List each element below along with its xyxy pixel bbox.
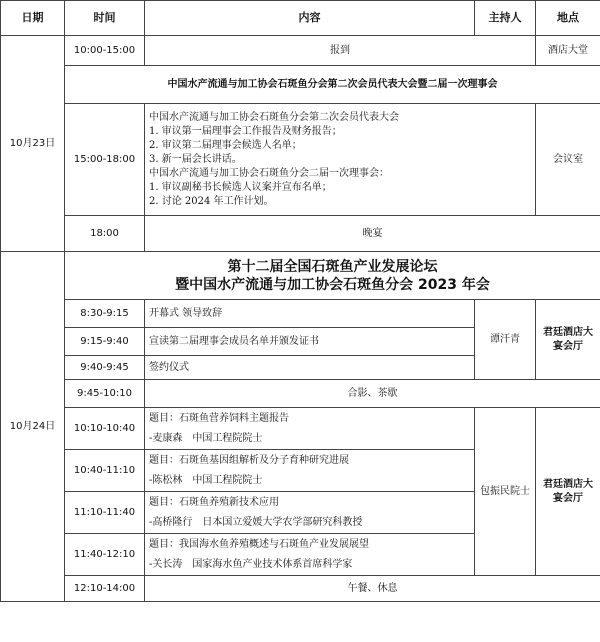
talk-topic: 题目：石斑鱼养殖新技术应用 xyxy=(149,496,279,508)
agenda-line: 2. 审议第二届理事会候选人名单； xyxy=(149,139,302,151)
content-cell: 合影、茶歇 xyxy=(145,380,600,408)
talk-topic: 题目：石斑鱼营养饲料主题报告 xyxy=(149,412,289,424)
content-cell: 签约仪式 xyxy=(145,356,475,380)
date-cell-day1: 10月23日 xyxy=(1,36,65,252)
table-row xyxy=(1,300,600,328)
talk-speaker: -高桥隆行 日本国立爱媛大学农学部研究科教授 xyxy=(149,516,363,528)
talk-topic: 题目：我国海水鱼养殖概述与石斑鱼产业发展展望 xyxy=(149,538,369,550)
talk-cell xyxy=(145,492,475,534)
time-cell: 12:10-14:00 xyxy=(65,576,145,602)
talk-cell xyxy=(145,450,475,492)
time-cell: 8:30-9:15 xyxy=(65,300,145,328)
time-cell: 18:00 xyxy=(65,216,145,252)
time-cell: 11:10-11:40 xyxy=(65,492,145,534)
header-place: 地点 xyxy=(536,1,600,36)
content-cell: 晚宴 xyxy=(145,216,600,252)
table-row xyxy=(1,576,600,602)
agenda-line: 1. 审议副秘书长候选人议案并宣布名单； xyxy=(149,181,332,193)
time-cell: 9:45-10:10 xyxy=(65,380,145,408)
header-content: 内容 xyxy=(145,1,475,36)
host-cell: 包振民院士 xyxy=(475,408,536,576)
table-row xyxy=(1,104,600,216)
time-cell: 10:40-11:10 xyxy=(65,450,145,492)
agenda-line: 1. 审议第一届理事会工作报告及财务报告； xyxy=(149,125,342,137)
content-cell: 报到 xyxy=(145,36,536,66)
forum-banner xyxy=(65,252,600,300)
content-cell: 宣读第二届理事会成员名单并颁发证书 xyxy=(145,328,475,356)
date-cell-day2: 10月24日 xyxy=(1,252,65,602)
talk-cell xyxy=(145,534,475,576)
meeting-agenda xyxy=(145,104,536,216)
time-cell: 10:00-15:00 xyxy=(65,36,145,66)
time-cell: 11:40-12:10 xyxy=(65,534,145,576)
talk-speaker: -关长涛 国家海水鱼产业技术体系首席科学家 xyxy=(149,558,353,570)
agenda-line: 2. 讨论 2024 年工作计划。 xyxy=(149,195,274,207)
host-cell: 谭汗青 xyxy=(475,300,536,380)
time-cell: 10:10-10:40 xyxy=(65,408,145,450)
place-cell: 酒店大堂 xyxy=(536,36,600,66)
talk-speaker: -麦康森 中国工程院院士 xyxy=(149,432,263,444)
place-cell: 会议室 xyxy=(536,104,600,216)
table-row xyxy=(1,66,600,104)
table-row xyxy=(1,252,600,300)
time-cell: 9:40-9:45 xyxy=(65,356,145,380)
content-cell: 午餐、休息 xyxy=(145,576,600,602)
forum-subtitle: 暨中国水产流通与加工协会石斑鱼分会 2023 年会 xyxy=(175,276,490,293)
header-date: 日期 xyxy=(1,1,65,36)
header-host: 主持人 xyxy=(475,1,536,36)
table-row xyxy=(1,408,600,450)
agenda-line: 中国水产流通与加工协会石斑鱼分会第二次会员代表大会 xyxy=(149,111,399,123)
table-row xyxy=(1,216,600,252)
place-cell: 君廷酒店大宴会厅 xyxy=(536,408,600,576)
table-row xyxy=(1,380,600,408)
talk-topic: 题目：石斑鱼基因组解析及分子育种研究进展 xyxy=(149,454,349,466)
time-cell: 15:00-18:00 xyxy=(65,104,145,216)
forum-title: 第十二届全国石斑鱼产业发展论坛 xyxy=(227,258,438,275)
agenda-line: 中国水产流通与加工协会石斑鱼分会二届一次理事会： xyxy=(149,167,389,179)
talk-cell xyxy=(145,408,475,450)
session-banner-day1: 中国水产流通与加工协会石斑鱼分会第二次会员代表大会暨二届一次理事会 xyxy=(65,66,600,104)
header-time: 时间 xyxy=(65,1,145,36)
place-cell: 君廷酒店大宴会厅 xyxy=(536,300,600,380)
header-row xyxy=(1,1,600,36)
talk-speaker: -陈松林 中国工程院院士 xyxy=(149,474,263,486)
agenda-line: 3. 新一届会长讲话。 xyxy=(149,153,242,165)
table-row xyxy=(1,36,600,66)
content-cell: 开幕式 领导致辞 xyxy=(145,300,475,328)
time-cell: 9:15-9:40 xyxy=(65,328,145,356)
